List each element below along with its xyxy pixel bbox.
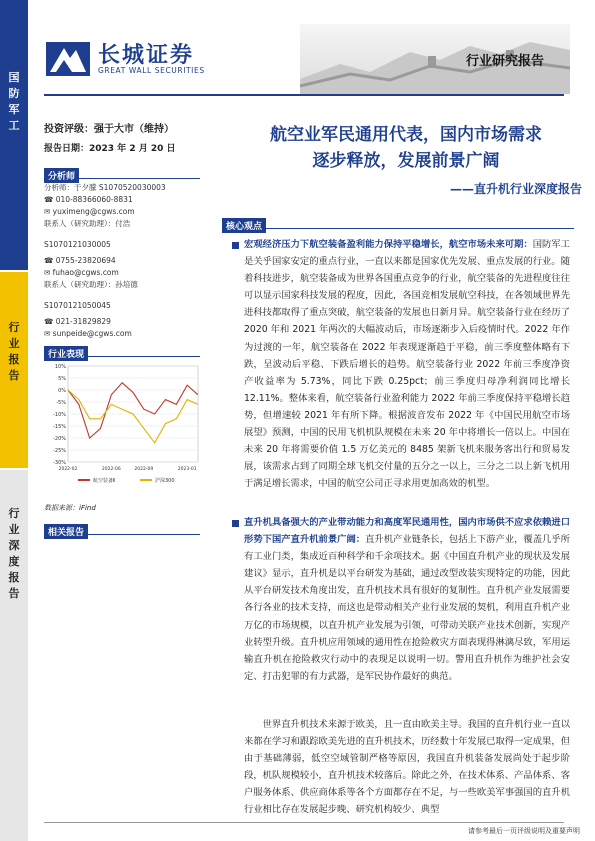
rail-char: 报	[8, 353, 20, 366]
paragraph-body: 直升机产业链条长，包括上下游产业，覆盖几乎所有工业门类，集成近百种科学和千余项技术。据《中国直升机产业的现状及发展建议》显示，直升机是以平台研发为基础，通过改型改装实现特定的功能，因此从平台研发技术角度出发，直升机技术具有很好的复制性。直升机产业发展需要各行各业的技术支持，而这也是带动相关产业行业发展的契机，利用直升机产业万亿的市场规模，以直升机产业发展为引领，可带动关联产业技术创新，实现产业转型升级。直升机应用领域的通用性在抢险救灾方面表现得淋漓尽致，军用运输直升机在抢险救灾行动中的表现足以说明一切。警用直升机作为维护社会安定、打击犯罪的有力武器，是军民协作最好的典范。	[244, 534, 570, 682]
contact-id: S1070121050045	[44, 301, 111, 310]
rating-label: 投资评级：强于大市（维持）	[44, 124, 174, 135]
contact-name: 联系人（研究助理）：孙培德	[44, 280, 138, 289]
paragraph-macro	[244, 236, 570, 518]
section-title: 相关报告	[44, 524, 88, 539]
rail-char: 深	[8, 539, 20, 552]
paragraph-technology: 世界直升机技术来源于欧美，且一直由欧美主导。我国的直升机行业一直以来都在学习和跟踪欧美先进的直升机技术，历经数十年发展已取得一定成果，但由于基础薄弱，低空空域管制严格等原因，我国直升机装备发展尚处于起步阶段，机队规模较小，直升机技术较落后。除此之外，在技术体系、产品体系、客户服务体系、供应商体系等各个方面都存在不足，与一些欧美军事强国的直升机行业相比存在发展起步晚、研究机构较少、典型	[244, 719, 570, 816]
footer-divider	[44, 822, 564, 823]
rail-segment-industry	[0, 0, 28, 270]
contact-id: S1070121030005	[44, 240, 111, 249]
data-source: 数据来源：iFind	[44, 504, 96, 512]
x-tick-label: 2022-06	[101, 467, 121, 472]
analyst-email[interactable]: ✉ yuximeng@cgws.com	[44, 207, 135, 216]
paragraph-lead: 直升机具备强大的产业带动能力和高度军民通用性，国内市场供不应求依赖进口形势下国产直升机前景广阔：	[244, 517, 570, 546]
rail-char: 行	[8, 321, 20, 334]
analyst-block	[44, 182, 204, 340]
rail-char: 业	[8, 337, 20, 350]
y-tick-label: -30%	[53, 460, 66, 466]
y-tick-label: -5%	[56, 400, 66, 406]
contact-name: 联系人（研究助理）：付浩	[44, 219, 131, 228]
rail-char: 国	[8, 71, 20, 84]
rail-char: 行	[8, 507, 20, 520]
logo-text-cn: 长城证券	[98, 43, 195, 68]
logo-text-en: GREAT WALL SECURITIES	[98, 66, 205, 75]
legend-label: 航空装备Ⅱ	[93, 478, 116, 484]
rail-char: 防	[8, 87, 20, 100]
analyst-phone: ☎ 010-88366060-8831	[44, 195, 133, 204]
performance-section-header	[44, 342, 200, 360]
y-tick-label: -15%	[53, 424, 66, 430]
rail-char: 业	[8, 523, 20, 536]
mail-icon: ✉	[44, 268, 53, 277]
core-viewpoint-header	[222, 214, 574, 232]
industry-performance-chart	[44, 360, 204, 490]
x-tick-label: 2023-01	[177, 467, 197, 472]
paragraph-body: 国防军工是关乎国家安定的重点行业，一直以来都是国家优先发展、重点发展的行业。随着科技进步，航空装备成为世界各国重点竞争的行业，航空装备的先进程度往往可以显示国家科技发展的程度，因此，各国竞相发展航空科技，在各领域世界先进科技都取得了重点突破，航空装备的发展也日新月异。航空装备行业在经历了 2020 年和 2021 年两次的大幅波动后，市场逐渐步入后疫情时代。2022 年作为过渡的一年，航空装备在 2022 年表现逐渐趋于平稳，前三季度整体略有下跌，呈波动后平稳、下跌后增长的趋势。航空装备行业 2022 年前三季度净资产收益率为 5.73%，同比下跌 0.25pct；前三季度归母净利润同比增长 12.11%。整体来看，航空装备行业盈利能力 2022 年前三季度保持平稳增长趋势，但增速较 2021 年有所下降。根据波音发布 2022 年《中国民用航空市场展望》预测，中国的民用飞机机队规模在未来 20 年中将增长一倍以上。中国在未来 20 年将需要价值 1.5 万亿美元的 8485 架新飞机来服务客出行和贸易发展，该需求占到了同期全球飞机交付量的五分之一以上，三分之二以上新飞机用于满足增长需求，中国的航空公司正寻求用更加高效的机型。	[244, 239, 570, 490]
section-title: 行业表现	[44, 346, 88, 361]
section-title: 分析师	[44, 168, 79, 183]
phone-icon: ☎	[44, 317, 56, 326]
contact-email[interactable]: ✉ fuhao@cgws.com	[44, 268, 119, 277]
phone-icon: ☎	[44, 195, 56, 204]
paragraph-helicopter	[244, 514, 570, 712]
series-line	[68, 383, 198, 438]
rail-char: 告	[8, 369, 20, 382]
bullet-icon	[232, 520, 239, 527]
report-date: 报告日期：2023 年 2 月 20 日	[44, 144, 176, 154]
x-tick-label: 2022-09	[134, 467, 154, 472]
y-tick-label: 10%	[54, 364, 66, 370]
header-divider	[44, 94, 564, 96]
rail-char: 工	[8, 119, 20, 132]
report-type-title: 行业研究报告	[466, 54, 545, 69]
rail-char: 告	[8, 587, 20, 600]
analyst-name: 分析师：于夕朦 S1070520030003	[44, 183, 166, 192]
contact-phone: ☎ 0755-23820694	[44, 256, 116, 265]
report-title-line2: 逐步释放，发展前景广阔	[312, 151, 500, 171]
related-reports-header	[44, 520, 200, 538]
section-title: 核心观点	[222, 218, 266, 233]
left-rail	[0, 0, 28, 841]
rail-segment-report	[0, 272, 28, 468]
y-tick-label: -10%	[53, 412, 66, 418]
mail-icon: ✉	[44, 207, 53, 216]
mail-icon: ✉	[44, 329, 53, 338]
rail-char: 报	[8, 571, 20, 584]
paragraph-lead: 宏观经济压力下航空装备盈利能力保持平稳增长，航空市场未来可期：	[244, 239, 533, 250]
rail-segment-depth	[0, 470, 28, 841]
phone-icon: ☎	[44, 256, 56, 265]
y-tick-label: -20%	[53, 436, 66, 442]
contact-phone: ☎ 021-31829829	[44, 317, 111, 326]
contact-email[interactable]: ✉ sunpeide@cgws.com	[44, 329, 132, 338]
footer-disclaimer[interactable]: 请参考最后一页评级说明及重要声明	[468, 827, 580, 835]
x-tick-label: 2022-02	[58, 467, 78, 472]
report-title-line1: 航空业军民通用代表，国内市场需求	[270, 125, 542, 145]
report-subtitle: ——直升机行业深度报告	[449, 182, 582, 196]
company-logo-icon	[44, 38, 92, 78]
y-tick-label: -25%	[53, 448, 66, 454]
analyst-section-header	[44, 164, 200, 182]
series-line	[68, 390, 198, 443]
rail-char: 度	[8, 555, 20, 568]
bullet-icon	[232, 242, 239, 249]
y-tick-label: 5%	[58, 376, 66, 382]
y-tick-label: 0%	[58, 388, 66, 394]
rail-char: 军	[8, 103, 20, 116]
legend-label: 沪深300	[155, 478, 175, 484]
